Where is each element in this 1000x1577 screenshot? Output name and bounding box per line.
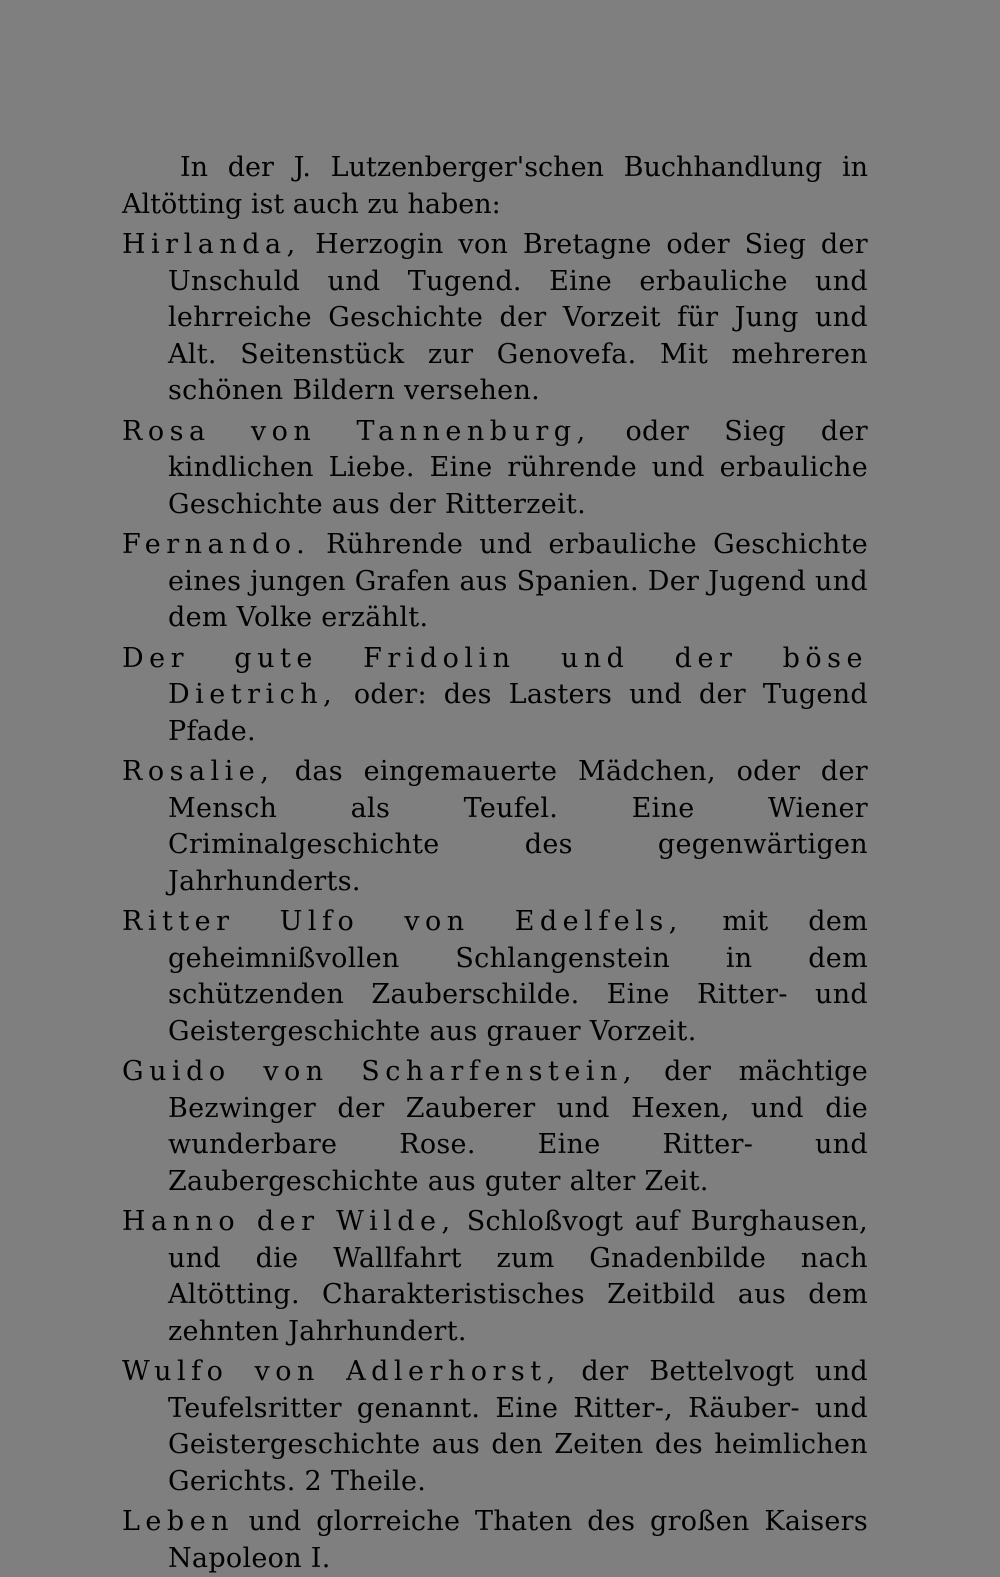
- book-title: Der gute Fridolin und der böse Dietrich,: [122, 642, 868, 710]
- book-entry-fernando: [122, 527, 868, 637]
- book-entry-ritter-ulfo: [122, 904, 868, 1050]
- book-title: Rosalie,: [122, 756, 275, 787]
- book-title: Hirlanda,: [122, 229, 301, 260]
- book-entry-fridolin-dietrich: [122, 641, 868, 751]
- book-description: das eingemauerte Mädchen, oder der Mensch als Teufel. Eine Wiener Criminalgeschichte des gegenwärtigen Jahrhunderts.: [168, 756, 868, 897]
- book-description: Herzogin von Bretagne oder Sieg der Unschuld und Tugend. Eine erbauliche und lehrreiche Geschichte der Vorzeit für Jung und Alt. Seitenstück zur Genovefa. Mit mehreren schönen Bildern versehen.: [168, 229, 868, 406]
- book-description: Schloßvogt auf Burghausen, und die Wallfahrt zum Gnadenbilde nach Altötting. Charakteristisches Zeitbild aus dem zehnten Jahrhundert.: [168, 1206, 869, 1347]
- book-title: Fernando.: [122, 529, 311, 560]
- book-description: Rührende und erbauliche Geschichte eines jungen Grafen aus Spanien. Der Jugend und dem Volke erzählt.: [168, 529, 868, 633]
- book-title: Hanno der Wilde,: [122, 1206, 456, 1237]
- book-description: oder Sieg der kindlichen Liebe. Eine rührende und erbauliche Geschichte aus der Ritterzeit.: [168, 415, 868, 520]
- book-entry-hirlanda: [122, 227, 868, 410]
- book-title: Wulfo von Adlerhorst,: [122, 1356, 561, 1387]
- book-description: mit dem geheimnißvollen Schlangenstein in dem schützenden Zauberschilde. Eine Ritter- und Geistergeschichte aus grauer Vorzeit.: [168, 906, 868, 1047]
- book-entry-hanno-der-wilde: [122, 1204, 868, 1350]
- book-description: der Bettelvogt und Teufelsritter genannt. Eine Ritter-, Räuber- und Geistergeschichte aus den Zeiten des heimlichen Gerichts. 2 Theile.: [168, 1356, 868, 1497]
- book-entry-guido-von-scharfenstein: [122, 1054, 868, 1200]
- book-title: Leben: [122, 1506, 235, 1537]
- book-title: Guido von Scharfenstein,: [122, 1056, 637, 1087]
- book-title: Rosa von Tannenburg,: [122, 415, 591, 447]
- book-advertisement-page: [122, 150, 868, 1577]
- intro-paragraph: In der J. Lutzenberger'schen Buchhandlung in Altötting ist auch zu haben:: [122, 152, 868, 220]
- book-entry-rosa-von-tannenburg: [122, 414, 868, 524]
- book-entry-rosalie: [122, 754, 868, 900]
- book-description: oder: des Lasters und der Tugend Pfade.: [168, 679, 868, 747]
- book-description: und glorreiche Thaten des großen Kaisers Napoleon I.: [168, 1506, 868, 1574]
- book-entry-wulfo-von-adlerhorst: [122, 1354, 868, 1500]
- book-entry-napoleon: [122, 1504, 868, 1577]
- book-title: Ritter Ulfo von Edelfels,: [122, 906, 683, 937]
- book-description: der mächtige Bezwinger der Zauberer und Hexen, und die wunderbare Rose. Eine Ritter- und Zaubergeschichte aus guter alter Zeit.: [168, 1056, 869, 1197]
